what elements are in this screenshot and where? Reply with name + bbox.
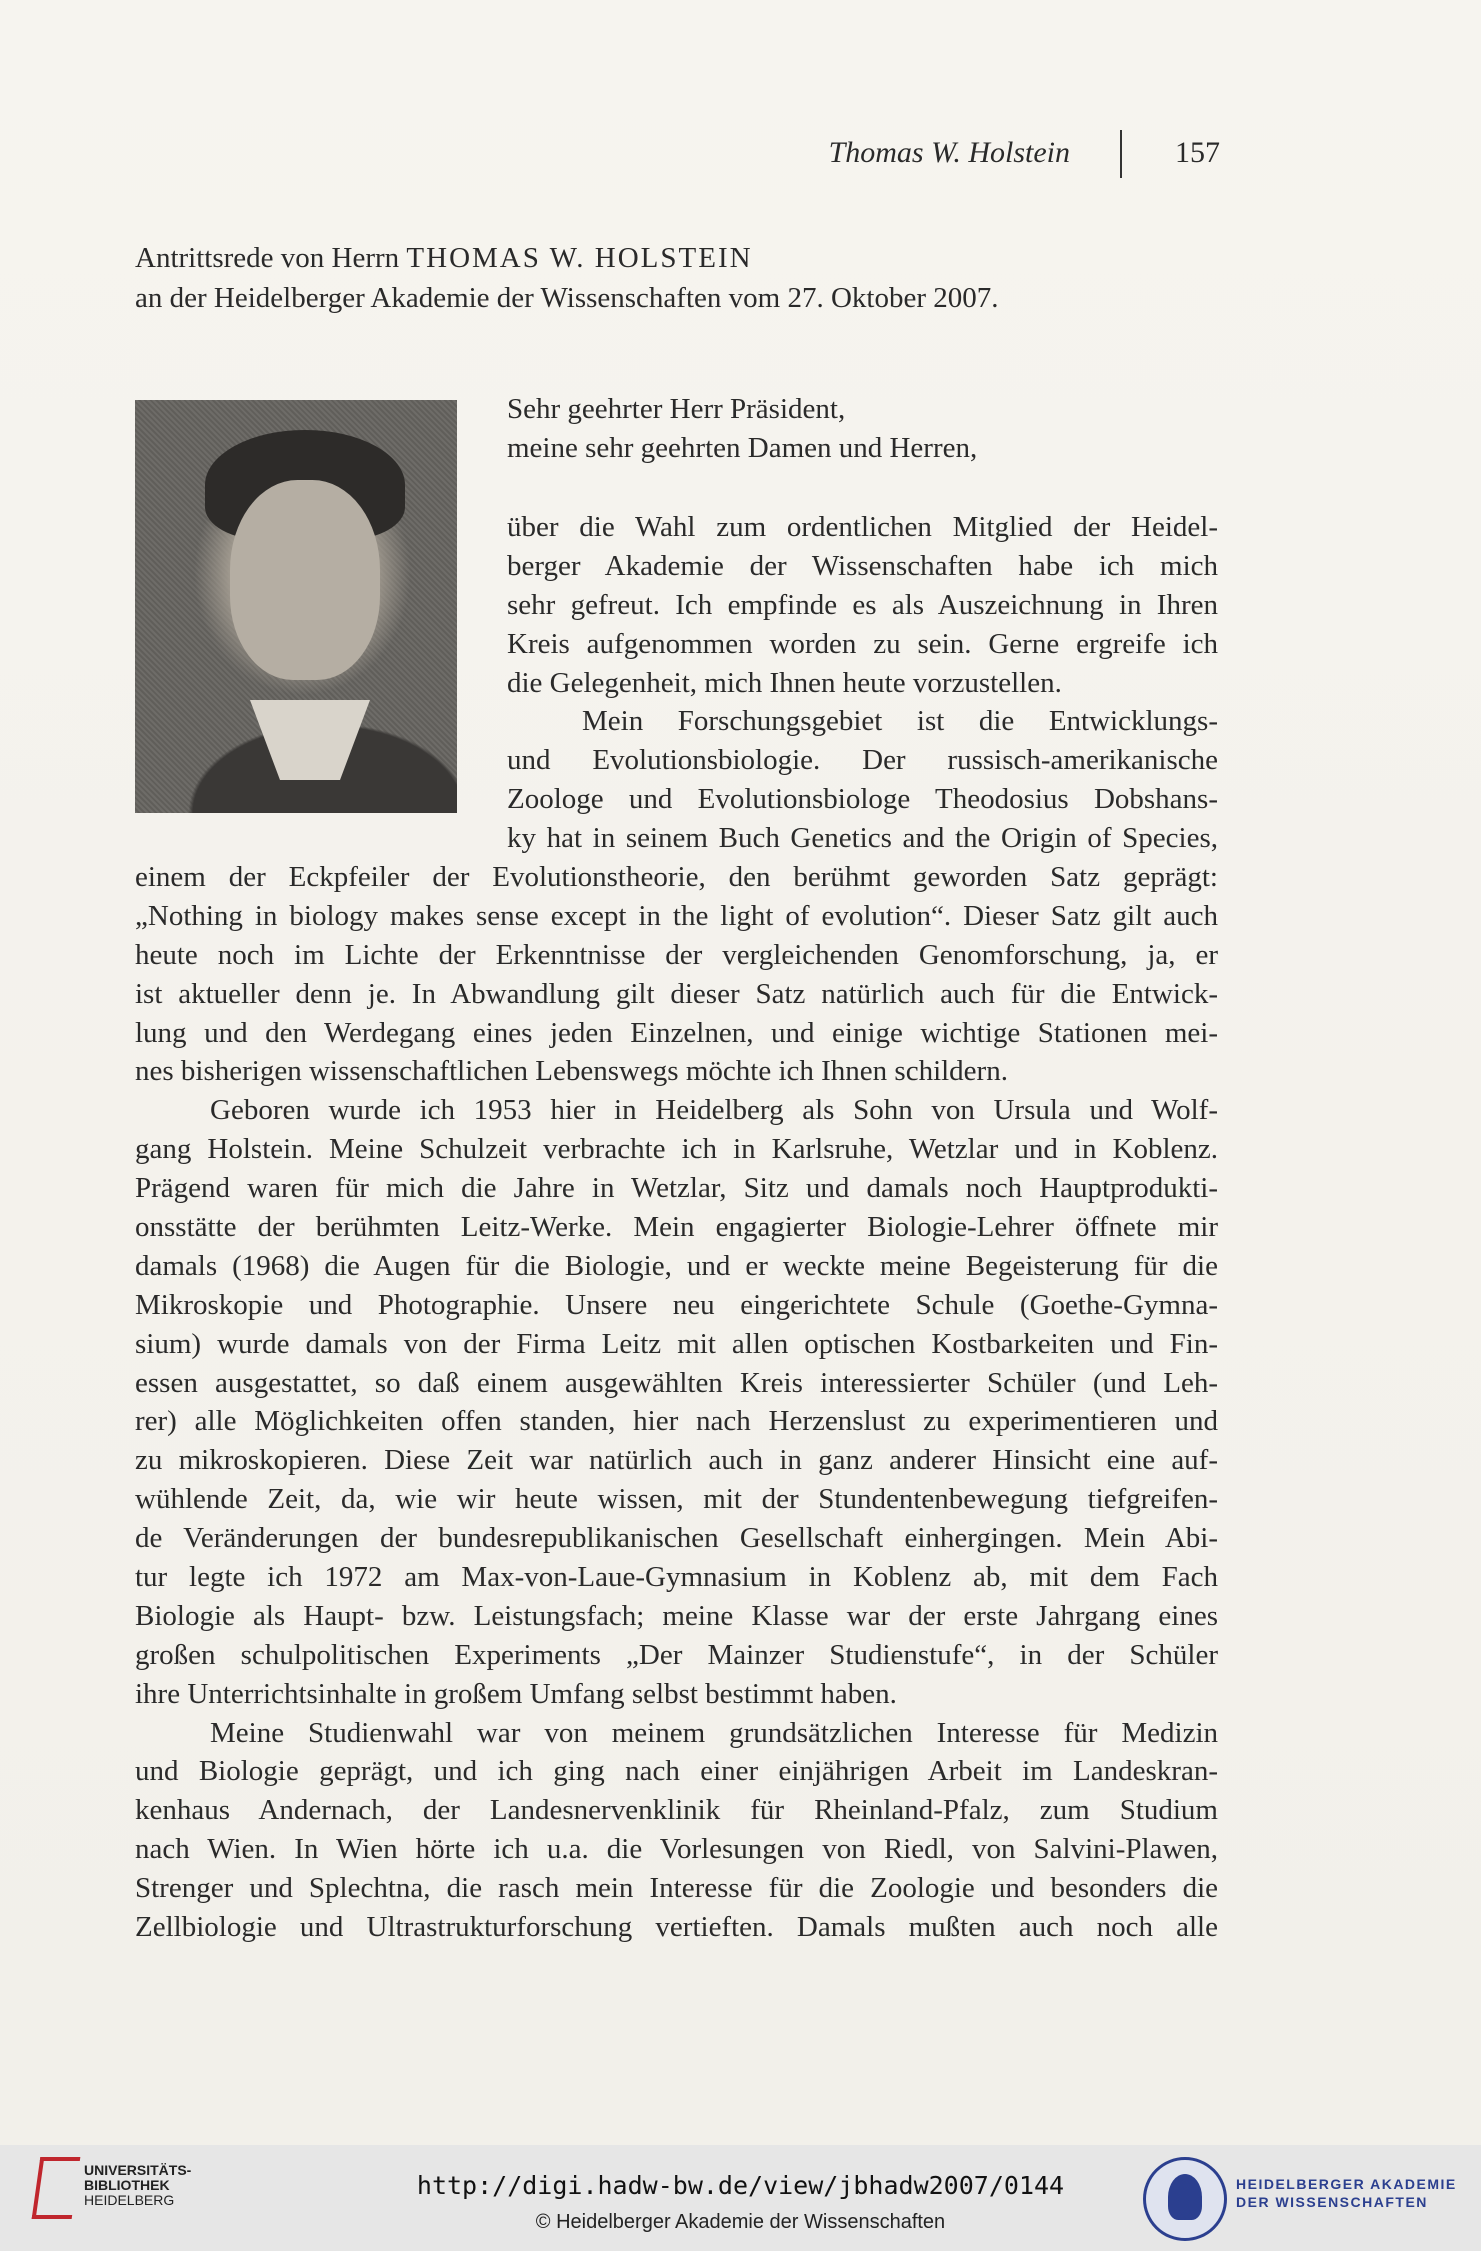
text-line: und Biologie geprägt, und ich ging nach einer einjährigen Arbeit im Landeskran- — [135, 1755, 1218, 1788]
permalink-url[interactable]: http://digi.hadw-bw.de/view/jbhadw2007/0144 — [416, 2171, 1065, 2200]
text-line: „Nothing in biology makes sense except in the light of evolution“. Dieser Satz gilt auch — [135, 899, 1218, 932]
copyright-notice: © Heidelberger Akademie der Wissenschaften — [535, 2211, 946, 2233]
text-line: Meine Studienwahl war von meinem grundsätzlichen Interesse für Medizin — [210, 1716, 1218, 1749]
body-paragraphs — [135, 858, 1218, 1947]
page-number: 157 — [1175, 136, 1220, 169]
running-head-title: Thomas W. Holstein — [828, 136, 1070, 169]
text-line: rer) alle Möglichkeiten offen standen, hier nach Herzenslust zu experimentieren und — [135, 1405, 1218, 1438]
text-line: einem der Eckpfeiler der Evolutionstheorie, den berühmt geworden Satz geprägt: — [135, 861, 1218, 893]
text-line: über die Wahl zum ordentlichen Mitglied der Heidel- — [507, 511, 1218, 543]
text-line: großen schulpolitischen Experiments „Der Mainzer Studienstufe“, in der Schüler — [135, 1638, 1218, 1671]
text-line: ist aktueller denn je. In Abwandlung gilt dieser Satz natürlich auch für die Entwick- — [135, 977, 1218, 1010]
speech-heading — [135, 238, 1235, 318]
library-line-1: UNIVERSITÄTS- — [84, 2162, 192, 2178]
text-line: ihre Unterrichtsinhalte in großem Umfang selbst bestimmt haben. — [135, 1677, 897, 1710]
text-line: die Gelegenheit, mich Ihnen heute vorzustellen. — [507, 666, 1062, 699]
text-line: heute noch im Lichte der Erkenntnisse der vergleichenden Genomforschung, ja, er — [135, 938, 1218, 971]
text-line: de Veränderungen der bundesrepublikanischen Gesellschaft einhergingen. Mein Abi- — [135, 1522, 1218, 1555]
heading-line-1 — [135, 238, 1235, 278]
academy-line-1: HEIDELBERGER AKADEMIE — [1236, 2176, 1457, 2192]
text-line: Geboren wurde ich 1953 hier in Heidelberg als Sohn von Ursula und Wolf- — [210, 1094, 1218, 1127]
text-line: Prägend waren für mich die Jahre in Wetzlar, Sitz und damals noch Hauptprodukti- — [135, 1172, 1218, 1205]
greeting — [507, 390, 1218, 468]
text-line: zu mikroskopieren. Diese Zeit war natürlich auch in ganz anderer Hinsicht eine auf- — [135, 1444, 1218, 1477]
text-line: und Evolutionsbiologie. Der russisch-amerikanische — [507, 744, 1218, 777]
running-head-divider — [1120, 130, 1122, 178]
text-line: wühlende Zeit, da, wie wir heute wissen, mit der Stundentenbewegung tiefgreifen- — [135, 1483, 1218, 1516]
text-line: nes bisherigen wissenschaftlichen Lebenswegs möchte ich Ihnen schildern. — [135, 1055, 1008, 1088]
text-line: berger Akademie der Wissenschaften habe ich mich — [507, 549, 1218, 582]
text-line: onsstätte der berühmten Leitz-Werke. Mein engagierter Biologie-Lehrer öffnete mir — [135, 1211, 1218, 1244]
text-line: ky hat in seinem Buch Genetics and the Origin of Species, — [507, 822, 1218, 855]
text-line: Mikroskopie und Photographie. Unsere neu eingerichtete Schule (Goethe-Gymna- — [135, 1288, 1218, 1321]
text-line: sium) wurde damals von der Firma Leitz mit allen optischen Kostbarkeiten und Fin- — [135, 1327, 1218, 1360]
text-line: lung und den Werdegang eines jeden Einzelnen, und einige wichtige Stationen mei- — [135, 1016, 1218, 1049]
heading-line-2: an der Heidelberger Akademie der Wissenschaften vom 27. Oktober 2007. — [135, 282, 999, 314]
text-line: Zellbiologie und Ultrastrukturforschung vertieften. Damals mußten auch noch alle — [135, 1911, 1218, 1944]
speaker-name: THOMAS W. HOLSTEIN — [406, 242, 753, 274]
heading-prefix: Antrittsrede von Herrn — [135, 242, 407, 274]
greeting-line: Sehr geehrter Herr Präsident, — [507, 393, 846, 425]
footer-bar — [0, 2145, 1481, 2251]
text-line: Biologie als Haupt- bzw. Leistungsfach; meine Klasse war der erste Jahrgang eines — [135, 1599, 1218, 1632]
text-line: nach Wien. In Wien hörte ich u.a. die Vorlesungen von Riedl, von Salvini-Plawen, — [135, 1833, 1218, 1866]
text-line: kenhaus Andernach, der Landesnervenklinik für Rheinland-Pfalz, zum Studium — [135, 1794, 1218, 1827]
body-paragraph-wrapped — [507, 508, 1218, 858]
text-line: Kreis aufgenommen worden zu sein. Gerne ergreife ich — [507, 627, 1218, 660]
portrait-collar — [250, 700, 370, 780]
running-head — [780, 130, 1220, 180]
text-line: Mein Forschungsgebiet ist die Entwicklungs- — [582, 705, 1218, 738]
library-line-2: BIBLIOTHEK — [84, 2177, 170, 2193]
text-line: Zoologe und Evolutionsbiologe Theodosius Dobshans- — [507, 783, 1218, 816]
library-line-3: HEIDELBERG — [84, 2192, 175, 2208]
text-line: tur legte ich 1972 am Max-von-Laue-Gymnasium in Koblenz ab, mit dem Fach — [135, 1561, 1218, 1594]
academy-line-2: DER WISSENSCHAFTEN — [1236, 2194, 1428, 2210]
academy-bust-icon — [1168, 2174, 1202, 2220]
portrait-photo — [135, 400, 457, 813]
text-line: Strenger und Splechtna, die rasch mein Interesse für die Zoologie und besonders die — [135, 1872, 1218, 1905]
greeting-line: meine sehr geehrten Damen und Herren, — [507, 431, 978, 464]
text-line: gang Holstein. Meine Schulzeit verbrachte ich in Karlsruhe, Wetzlar und in Koblenz. — [135, 1133, 1218, 1166]
academy-seal-icon — [1143, 2157, 1227, 2241]
academy-label — [1236, 2175, 1457, 2211]
portrait-face — [230, 480, 380, 680]
text-line: sehr gefreut. Ich empfinde es als Auszeichnung in Ihren — [507, 588, 1218, 621]
text-line: damals (1968) die Augen für die Biologie, und er weckte meine Begeisterung für die — [135, 1249, 1218, 1282]
text-line: essen ausgestattet, so daß einem ausgewählten Kreis interessierter Schüler (und Leh- — [135, 1366, 1218, 1399]
